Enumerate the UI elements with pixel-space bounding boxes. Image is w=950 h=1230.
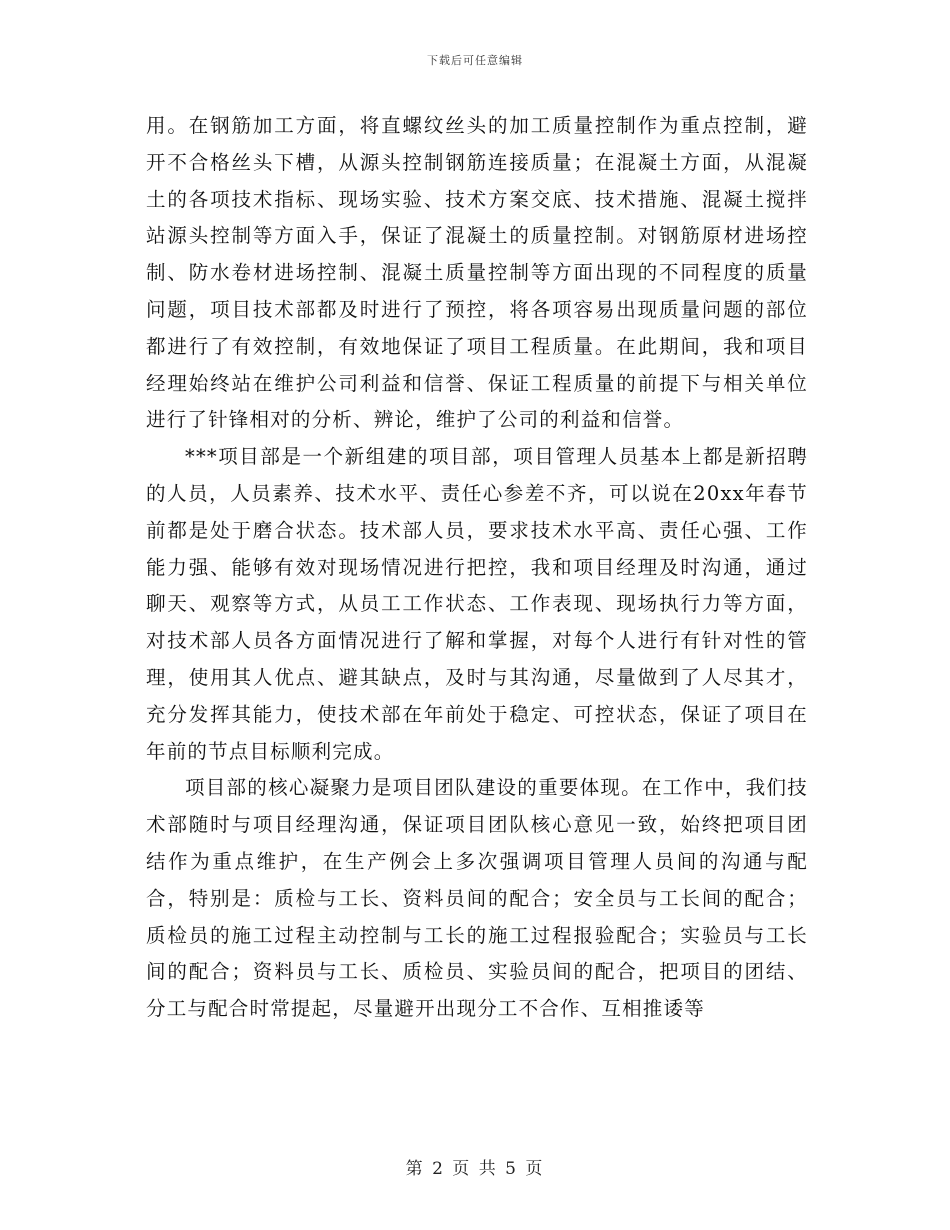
document-body [146,108,808,1028]
page-header: 下载后可任意编辑 [427,54,523,67]
paragraph-team-cohesion: 项目部的核心凝聚力是项目团队建设的重要体现。在工作中，我们技术部随时与项目经理沟通，保证项目团队核心意见一致，始终把项目团结作为重点维护，在生产例会上多次强调项目管理人员间的沟通与配合，特别是：质检与工长、资料员间的配合；安全员与工长间的配合；质检员的施工过程主动控制与工长的施工过程报验配合；实验员与工长间的配合；资料员与工长、质检员、实验员间的配合，把项目的团结、分工与配合时常提起，尽量避开出现分工不合作、互相推诿等 [146,776,808,1021]
paragraph-team-staffing: ***项目部是一个新组建的项目部，项目管理人员基本上都是新招聘的人员，人员素养、技术水平、责任心参差不齐，可以说在20xx年春节前都是处于磨合状态。技术部人员，要求技术水平高、责任心强、工作能力强、能够有效对现场情况进行把控，我和项目经理及时沟通，通过聊天、观察等方式，从员工工作状态、工作表现、现场执行力等方面，对技术部人员各方面情况进行了解和掌握，对每个人进行有针对性的管理，使用其人优点、避其缺点，及时与其沟通，尽量做到了人尽其才，充分发挥其能力，使技术部在年前处于稳定、可控状态，保证了项目在年前的节点目标顺利完成。 [146,445,808,763]
paragraph-continuation: 用。在钢筋加工方面，将直螺纹丝头的加工质量控制作为重点控制，避开不合格丝头下槽，从源头控制钢筋连接质量；在混凝土方面，从混凝土的各项技术指标、现场实验、技术方案交底、技术措施、混凝土搅拌站源头控制等方面入手，保证了混凝土的质量控制。对钢筋原材进场控制、防水卷材进场控制、混凝土质量控制等方面出现的不同程度的质量问题，项目技术部都及时进行了预控，将各项容易出现质量问题的部位都进行了有效控制，有效地保证了项目工程质量。在此期间，我和项目经理始终站在维护公司利益和信誉、保证工程质量的前提下与相关单位进行了针锋相对的分析、辨论，维护了公司的利益和信誉。 [146,114,808,432]
page-number-footer: 第 2 页 共 5 页 [405,1159,545,1179]
